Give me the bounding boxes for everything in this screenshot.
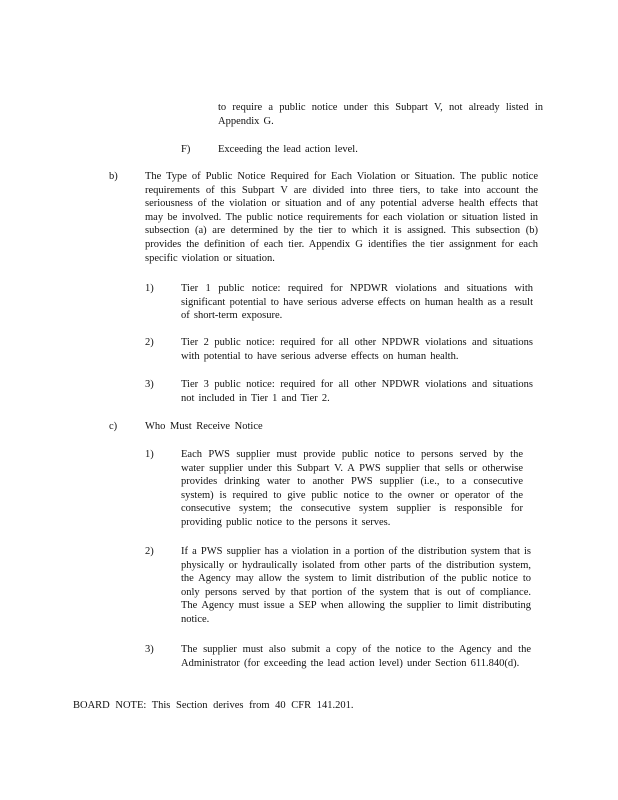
- continuation-text: to require a public notice under this Subpart V, not already listed in Appendix G.: [218, 102, 543, 127]
- section-c-item-2-marker: 2): [145, 546, 154, 557]
- section-b-text: The Type of Public Notice Required for Each Violation or Situation. The public notice requirements of this Subpart V are divided into three tiers, to take into account the seriousness of the violation or situation and of any potential adverse health effects that may be involved. The public notice requirements for each violation or situation listed in subsection (a) are determined by the tier to which it is assigned. This subsection (b) provides the definition of each tier. Appendix G identifies the tier assignment for each specific violation or situation.: [145, 171, 538, 264]
- section-c-heading: Who Must Receive Notice: [145, 421, 263, 432]
- item-f-text: Exceeding the lead action level.: [218, 144, 358, 155]
- section-b-item-3-text: Tier 3 public notice: required for all other NPDWR violations and situations not included in Tier 1 and Tier 2.: [181, 379, 533, 404]
- section-b-paragraph: [145, 170, 538, 265]
- section-c-item-1-marker: 1): [145, 449, 154, 460]
- section-b-item-2-text: Tier 2 public notice: required for all other NPDWR violations and situations with potential to have serious adverse effects on human health.: [181, 337, 533, 362]
- continuation-paragraph: [218, 101, 543, 128]
- section-c-item-3-text: The supplier must also submit a copy of the notice to the Agency and the Administrator (for exceeding the lead action level) under Section 611.840(d).: [181, 644, 531, 669]
- section-b-item-2-paragraph: [181, 336, 533, 363]
- item-f-paragraph: [218, 143, 543, 157]
- section-c-item-3-paragraph: [181, 643, 531, 670]
- section-c-marker: c): [109, 421, 118, 432]
- section-b-item-1-marker: 1): [145, 283, 154, 294]
- section-c-item-1-paragraph: [181, 448, 523, 530]
- section-b-item-2-marker: 2): [145, 337, 154, 348]
- section-c-item-2-paragraph: [181, 545, 531, 627]
- section-c-item-2-text: If a PWS supplier has a violation in a portion of the distribution system that is physically or hydraulically isolated from other parts of the distribution system, the Agency may allow the system to limit distribution of the public notice to only persons served by that portion of the system that is out of compliance. The Agency must issue a SEP when allowing the supplier to limit distributing notice.: [181, 546, 531, 625]
- board-note: BOARD NOTE: This Section derives from 40 CFR 141.201.: [73, 700, 354, 711]
- section-c-item-3-marker: 3): [145, 644, 154, 655]
- section-b-item-1-paragraph: [181, 282, 533, 323]
- section-b-item-3-marker: 3): [145, 379, 154, 390]
- section-c-item-1-text: Each PWS supplier must provide public notice to persons served by the water supplier under this Subpart V. A PWS supplier that sells or otherwise provides drinking water to another PWS supplier (i.e., to a consecutive system) is required to give public notice to the owner or operator of the consecutive system; the consecutive system supplier is responsible for providing public notice to the persons it serves.: [181, 449, 523, 528]
- section-b-item-3-paragraph: [181, 378, 533, 405]
- section-b-item-1-text: Tier 1 public notice: required for NPDWR violations and situations with significant potential to have serious adverse effects on human health as a result of short-term exposure.: [181, 283, 533, 322]
- item-f-marker: F): [181, 144, 191, 155]
- section-b-marker: b): [109, 171, 118, 182]
